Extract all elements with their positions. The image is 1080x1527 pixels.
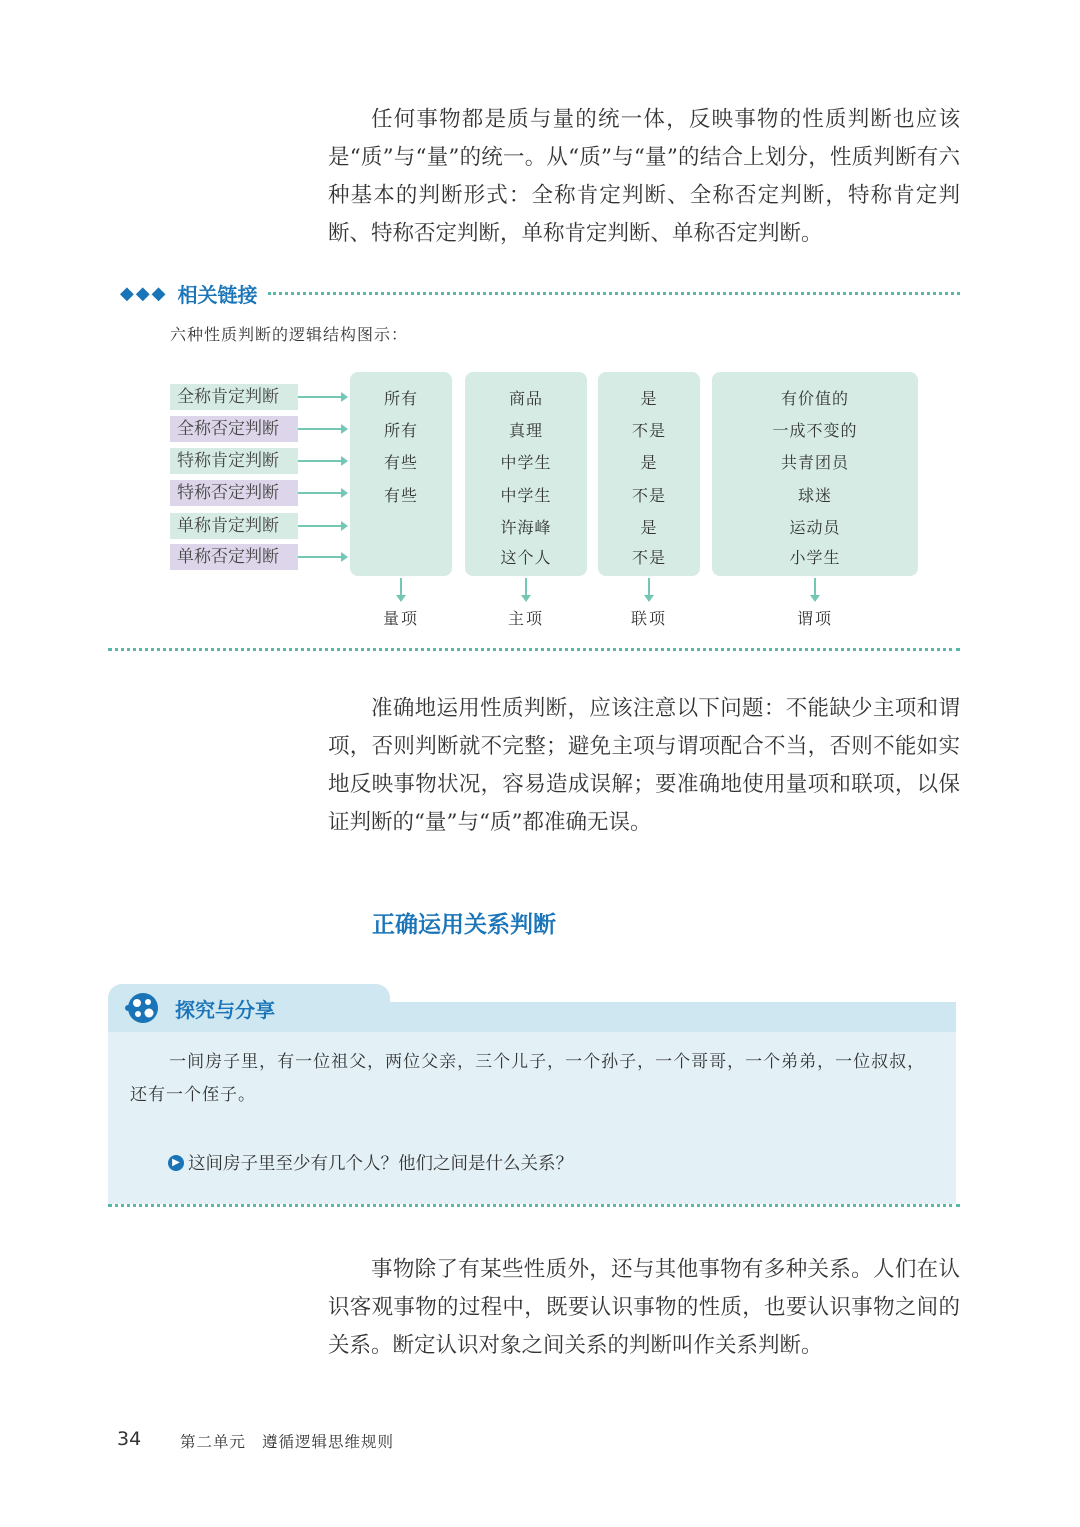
arrow-down-icon <box>648 578 650 598</box>
copula-item: 不是 <box>631 486 666 505</box>
subject-item: 这个人 <box>500 548 552 567</box>
arrow-right-icon <box>298 556 346 558</box>
page-number: 34 <box>117 1428 142 1450</box>
dotted-divider <box>108 1204 960 1207</box>
explore-text: 一间房子里，有一位祖父，两位父亲，三个儿子，一个孙子，一个哥哥，一个弟弟，一位叔叔，还有一个侄子。 <box>130 1052 926 1105</box>
quantifier-item: 有些 <box>383 453 418 472</box>
diamond-icon: ◆◆◆ <box>120 282 168 304</box>
dotted-divider <box>268 292 960 295</box>
arrow-right-icon <box>298 492 346 494</box>
column-label-quantifier: 量项 <box>382 609 419 628</box>
copula-item: 是 <box>640 518 658 537</box>
predicate-item: 球迷 <box>797 486 832 505</box>
related-link-title: 相关链接 <box>177 282 258 307</box>
arrow-right-icon <box>298 460 346 462</box>
arrow-down-icon <box>814 578 816 598</box>
arrow-right-icon <box>298 396 346 398</box>
subject-item: 中学生 <box>500 486 552 505</box>
copula-column <box>598 372 700 576</box>
arrow-down-icon <box>400 578 402 598</box>
predicate-column <box>712 372 918 576</box>
quantifier-item: 有些 <box>383 486 418 505</box>
predicate-item: 有价值的 <box>780 389 849 408</box>
predicate-item: 运动员 <box>789 518 841 537</box>
subject-column <box>465 372 587 576</box>
copula-item: 是 <box>640 389 658 408</box>
quantifier-item: 所有 <box>383 389 418 408</box>
usage-paragraph-text: 准确地运用性质判断，应该注意以下问题：不能缺少主项和谓项，否则判断就不完整；避免主项与谓项配合不当，否则不能如实地反映事物状况，容易造成误解；要准确地使用量项和联项，以保证判断的“量”与“质”都准确无误。 <box>328 696 960 835</box>
explore-question-text: 这间房子里至少有几个人？他们之间是什么关系？ <box>188 1154 573 1174</box>
subject-item: 中学生 <box>500 453 552 472</box>
explore-question <box>168 1150 573 1175</box>
column-label-predicate: 谓项 <box>796 609 833 628</box>
predicate-item: 小学生 <box>789 548 841 567</box>
judgment-label: 全称肯定判断 <box>170 384 298 410</box>
copula-item: 是 <box>640 453 658 472</box>
dotted-divider <box>108 648 960 651</box>
footer-running-head <box>180 1430 410 1452</box>
judgment-label: 单称肯定判断 <box>170 513 298 539</box>
intro-paragraph-text: 任何事物都是质与量的统一体，反映事物的性质判断也应该是“质”与“量”的统一。从“质”与“量”的结合上划分，性质判断有六种基本的判断形式：全称肯定判断、全称否定判断，特称肯定判断、特称否定判断，单称肯定判断、单称否定判断。 <box>328 107 960 246</box>
arrow-down-icon <box>525 578 527 598</box>
section-title: 正确运用关系判断 <box>372 912 556 938</box>
arrow-right-icon <box>298 525 346 527</box>
column-label-copula: 联项 <box>630 609 667 628</box>
footer-unit: 第二单元 <box>180 1433 247 1451</box>
explore-icon <box>124 990 162 1026</box>
arrow-right-icon <box>298 428 346 430</box>
subject-item: 商品 <box>508 389 543 408</box>
explore-title: 探究与分享 <box>175 998 275 1022</box>
column-label-subject: 主项 <box>507 609 544 628</box>
subject-item: 真理 <box>508 421 543 440</box>
quantifier-item: 所有 <box>383 421 418 440</box>
diagram-caption: 六种性质判断的逻辑结构图示： <box>170 325 409 344</box>
play-arrow-icon: ▶ <box>168 1155 184 1171</box>
subject-item: 许海峰 <box>500 518 552 537</box>
relation-paragraph <box>328 1251 960 1365</box>
usage-paragraph <box>328 690 960 842</box>
copula-item: 不是 <box>631 548 666 567</box>
judgment-label: 特称否定判断 <box>170 480 298 506</box>
footer-unit-title: 遵循逻辑思维规则 <box>262 1433 395 1451</box>
predicate-item: 共青团员 <box>780 453 849 472</box>
quantifier-column <box>350 372 452 576</box>
predicate-item: 一成不变的 <box>772 421 858 440</box>
intro-paragraph <box>328 101 960 253</box>
relation-paragraph-text: 事物除了有某些性质外，还与其他事物有多种关系。人们在认识客观事物的过程中，既要认识事物的性质，也要认识事物之间的关系。断定认识对象之间关系的判断叫作关系判断。 <box>328 1257 960 1358</box>
judgment-label: 单称否定判断 <box>170 544 298 570</box>
related-link-header <box>120 278 960 308</box>
judgment-label: 全称否定判断 <box>170 416 298 442</box>
judgment-label: 特称肯定判断 <box>170 448 298 474</box>
copula-item: 不是 <box>631 421 666 440</box>
